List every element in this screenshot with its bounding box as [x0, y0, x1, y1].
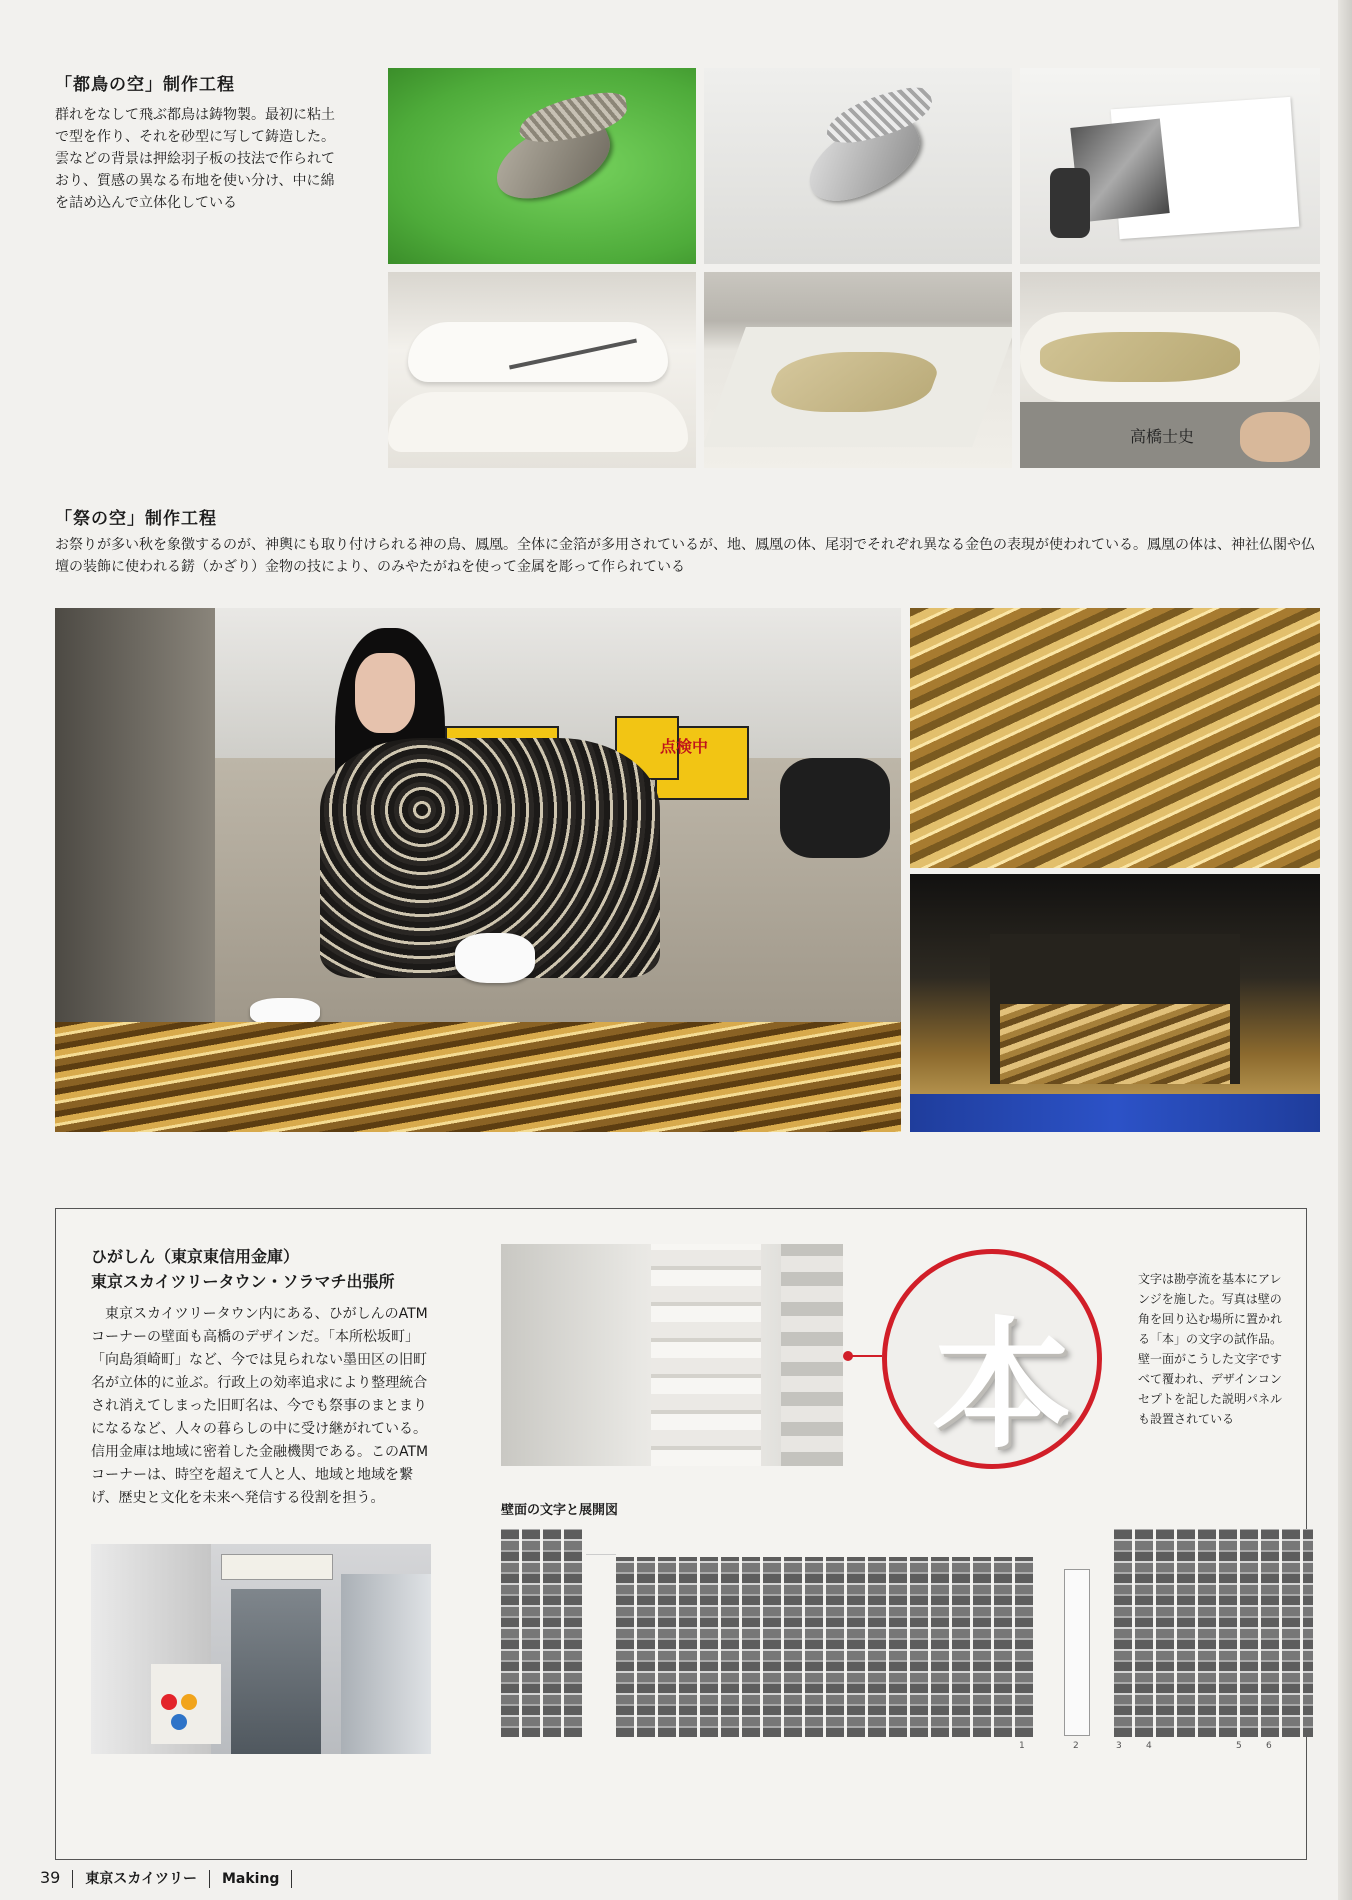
circle-closeup-hon — [882, 1249, 1102, 1469]
photo-cloud-fabric-work — [388, 272, 696, 468]
footer-magazine: 東京スカイツリー — [85, 1871, 197, 1887]
atm-corner-box — [55, 1208, 1307, 1860]
closeup-caption: 文字は勘亭流を基本にアレンジを施した。写真は壁の角を回り込む場所に置かれる「本」の文字の試作品。壁一面がこうした文字ですべて覆われ、デザインコンセプトを記した説明パネルも設置されている — [1138, 1272, 1283, 1426]
photo-fabric-samples — [1020, 68, 1320, 264]
diagram-label: 壁面の文字と展開図 — [501, 1503, 619, 1518]
diagram-number-2: 2 — [1073, 1741, 1079, 1751]
glyph-hon: 本 — [932, 1304, 1073, 1468]
section1-body: 群れをなして飛ぶ都鳥は鋳物製。最初に粘土で型を作り、それを砂型に写して鋳造した。雲などの背景は押絵羽子板の技法で作られており、質感の異なる布地を使い分け、中に綿を詰め込んで立体化している — [55, 107, 335, 211]
section2-heading: 「祭の空」制作工程 — [55, 509, 217, 529]
page-number: 39 — [40, 1868, 61, 1887]
diagram-number-3: 3 — [1116, 1741, 1122, 1751]
signature-text: 高橋士史 — [1130, 427, 1195, 446]
section2-body: お祭りが多い秋を象徴するのが、神輿にも取り付けられる神の鳥、鳳凰。全体に金箔が多用されているが、地、鳳凰の体、尾羽でそれぞれ異なる金色の表現が使われている。鳳凰の体は、神社仏閣や仏壇の装飾に使われる錺（かざり）金物の技により、のみやたがねを使って金属を彫って作られている — [55, 537, 1315, 575]
diagram-number-4: 4 — [1146, 1741, 1152, 1751]
photo-bird-clay-model — [388, 68, 696, 264]
photo-wall-characters — [501, 1244, 843, 1466]
box-title-line2: 東京スカイツリータウン・ソラマチ出張所 — [91, 1272, 395, 1291]
photo-panel-on-table — [704, 272, 1012, 468]
connector-dot — [843, 1351, 853, 1361]
diagram-number-6: 6 — [1266, 1741, 1272, 1751]
section1-heading: 「都鳥の空」制作工程 — [55, 75, 235, 95]
sign-text-2: 点検中 — [660, 737, 709, 756]
box-body: 東京スカイツリータウン内にある、ひがしんのATMコーナーの壁面も高橋のデザインだ。「本所松坂町」「向島須崎町」など、今では見られない墨田区の旧町名が立体的に並ぶ。行政上の効率追求により整理統合され消えてしまった旧町名は、今でも祭事のまとまりになるなど、人々の暮らしの中に受け継がれている。信用金庫は地域に密着した金融機関である。このATMコーナーは、時空を超えて人と人、地域と地域を繋げ、歴史と文化を未来へ発信する役割を担う。 — [91, 1306, 429, 1506]
diagram-number-5: 5 — [1236, 1741, 1242, 1751]
page-edge — [1338, 0, 1352, 1900]
photo-signing-panel — [1020, 272, 1320, 468]
photo-phoenix-relief-closeup — [910, 608, 1320, 868]
photo-bird-cast-metal — [704, 68, 1012, 264]
photo-artist-working-on-phoenix — [55, 608, 901, 1132]
box-title-line1: ひがしん（東京東信用金庫） — [91, 1247, 300, 1266]
photo-atm-corner-exterior — [91, 1544, 431, 1754]
footer-section: Making — [221, 1871, 280, 1887]
page-footer — [40, 1868, 304, 1888]
photo-installed-ceiling — [910, 874, 1320, 1132]
diagram-number-1: 1 — [1019, 1741, 1025, 1751]
